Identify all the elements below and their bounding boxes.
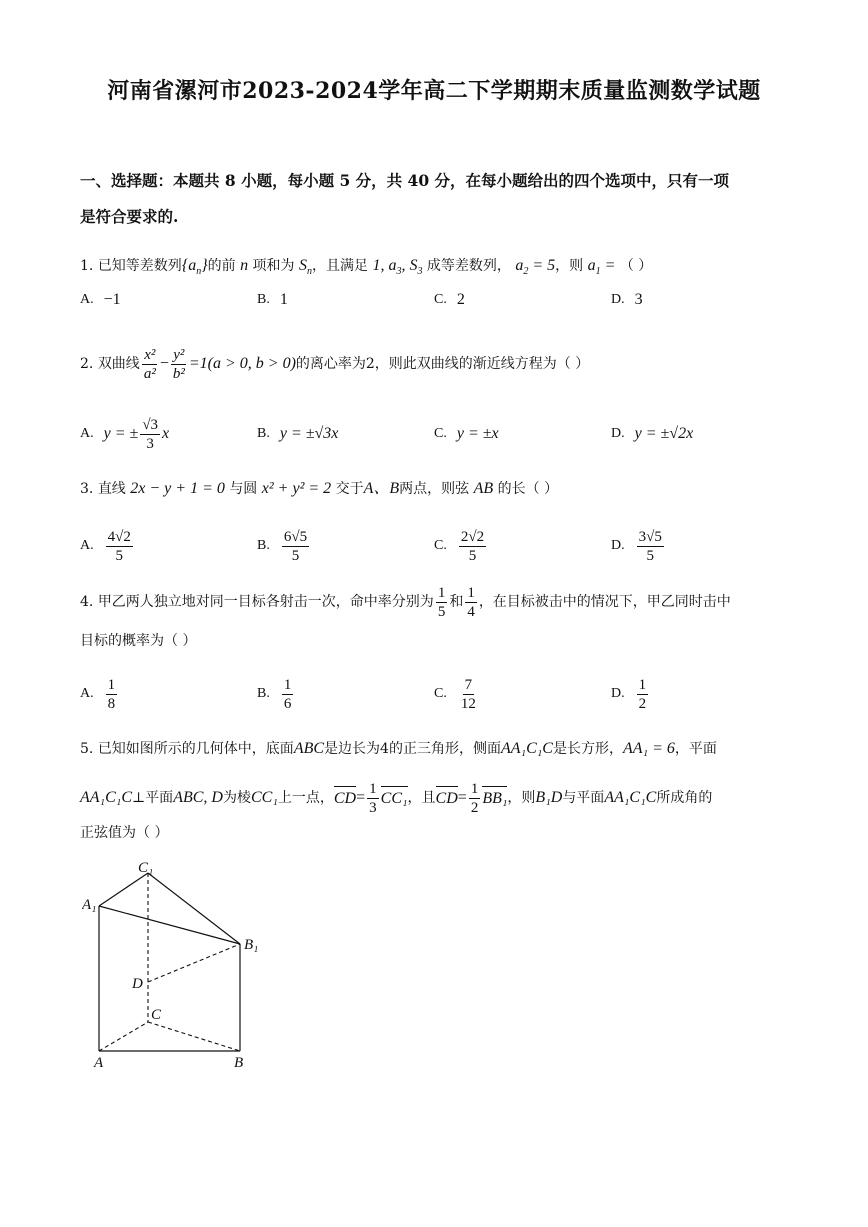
q5-text-2b: ⊥平面 xyxy=(132,790,174,806)
q2-option-a[interactable]: A. y = ± $\frac{√3}{3}$ x xyxy=(80,416,170,452)
q5-face-3: AA₁C₁C xyxy=(604,789,657,806)
q1-n: n xyxy=(240,257,249,274)
q3-ab: AB xyxy=(473,480,494,497)
q5-frac-2: $\frac{1}{2}$ xyxy=(470,780,479,816)
q5-b1d: B₁D xyxy=(535,789,563,806)
q4-options xyxy=(80,672,800,716)
question-4 xyxy=(80,580,800,624)
edge-a-c xyxy=(99,1022,148,1051)
label-a: A xyxy=(94,1055,104,1071)
q3-option-d[interactable]: D. $\frac{3√5}{5}$ xyxy=(611,528,662,564)
q3-option-b[interactable]: B. $\frac{6√5}{5}$ xyxy=(257,528,308,564)
q1-text-3: 项和为 xyxy=(252,258,295,274)
q2-options xyxy=(80,412,800,456)
q3-text-1: 直线 xyxy=(97,481,126,497)
question-4-line2: 目标的概率为（ ） xyxy=(80,633,197,649)
q1-ask: $a_1$ = xyxy=(587,257,616,278)
q2-option-b[interactable]: B. y = ±√3x xyxy=(257,425,339,442)
q2-minus: − xyxy=(159,355,169,372)
q2-text-2: 的离心率为2，则此双曲线的渐近线方程为（ ） xyxy=(295,356,590,372)
q5-vec-cc1: CC₁ xyxy=(381,786,408,810)
q1-seq: $\{a_n\}$ xyxy=(181,257,208,278)
q3-circle: x² + y² = 2 xyxy=(261,480,332,497)
q4-text-3: ，在目标被击中的情况下，甲乙同时击中 xyxy=(478,594,731,610)
q4-option-a[interactable]: A. $\frac{1}{8}$ xyxy=(80,676,116,712)
q1-text-4: ，且满足 xyxy=(311,258,368,274)
q3-option-a[interactable]: A. $\frac{4√2}{5}$ xyxy=(80,528,131,564)
q2-option-d[interactable]: D. y = ±√2x xyxy=(611,425,694,442)
section-heading xyxy=(80,163,800,235)
q2-frac-y: $\frac{\text{y²}}{\text{b²}}$ xyxy=(172,346,185,382)
q3-text-3: 交于 xyxy=(335,481,364,497)
q1-option-a[interactable]: A. −1 xyxy=(80,291,121,308)
q2-frac-x: $\frac{\text{x²}}{\text{a²}}$ xyxy=(143,346,156,382)
q3-text-5: 的长（ ） xyxy=(497,481,559,497)
edge-a1-c1 xyxy=(99,873,148,906)
q1-cond: $a_2 = 5$ xyxy=(515,257,556,278)
edge-c-b xyxy=(148,1022,240,1051)
q1-text-6: ，则 xyxy=(555,258,584,274)
question-5-line1 xyxy=(80,738,800,760)
q5-text-2i: 所成角的 xyxy=(656,790,713,806)
section-heading-line2: 是符合要求的. xyxy=(80,207,179,226)
q5-number: 5. xyxy=(80,741,94,757)
q5-aa1: AA₁ = 6 xyxy=(622,740,675,757)
q4-option-b[interactable]: B. $\frac{1}{6}$ xyxy=(257,676,292,712)
q5-text-2h: 与平面 xyxy=(562,790,605,806)
q5-face-2: AA₁C₁C xyxy=(80,789,133,806)
q5-vec-bb1: BB₁ xyxy=(482,786,507,810)
q5-text-2g: ，则 xyxy=(507,790,536,806)
question-5-line2 xyxy=(80,776,800,820)
q2-option-c[interactable]: C. y = ±x xyxy=(434,425,499,442)
q5-eq-2: = xyxy=(457,789,467,806)
q1-options xyxy=(80,280,800,320)
q4-option-d[interactable]: D. $\frac{1}{2}$ xyxy=(611,676,647,712)
q4-number: 4. xyxy=(80,594,94,610)
section-heading-line1: 一、选择题：本题共 8 小题，每小题 5 分，共 40 分，在每小题给出的四个选项中，只有一项 xyxy=(80,171,730,190)
q5-frac-1: $\frac{1}{3}$ xyxy=(369,780,377,816)
q2-text-1: 双曲线 xyxy=(97,356,140,372)
q4-frac-1: $\frac{1}{5}$ xyxy=(437,584,446,620)
q3-options xyxy=(80,524,800,568)
q5-text-1b: 是边长为4的正三角形，侧面 xyxy=(324,741,501,757)
q3-text-4: 两点，则弦 xyxy=(399,481,470,497)
q5-text-2e: 上一点， xyxy=(277,790,334,806)
q5-text-1d: ，平面 xyxy=(674,741,717,757)
q2-cond: =1(a > 0, b > 0) xyxy=(188,355,296,372)
q5-abc-d: ABC, D xyxy=(173,789,223,806)
q5-text-1a: 已知如图所示的几何体中，底面 xyxy=(97,741,294,757)
edge-c1-b1 xyxy=(148,873,240,944)
q1-text-2: 的前 xyxy=(207,258,236,274)
question-5-line3: 正弦值为（ ） xyxy=(80,825,169,841)
q5-eq-1: = xyxy=(356,789,366,806)
q4-frac-2: $\frac{1}{4}$ xyxy=(467,584,475,620)
q3-line: 2x − y + 1 = 0 xyxy=(130,480,225,497)
label-c1: C₁ xyxy=(138,860,154,876)
q5-vec-cd: CD xyxy=(334,786,356,810)
q1-option-b[interactable]: B. 1 xyxy=(257,291,288,308)
q1-paren: （ ） xyxy=(619,258,653,274)
label-c: C xyxy=(151,1007,162,1023)
label-d: D xyxy=(132,976,143,992)
q1-sn: $S_n$ xyxy=(298,257,312,278)
question-1 xyxy=(80,255,800,283)
prism-figure xyxy=(82,858,272,1073)
q5-text-2d: 为棱 xyxy=(222,790,251,806)
q5-cc1: CC₁ xyxy=(250,789,278,806)
q1-text-1: 已知等差数列 xyxy=(97,258,182,274)
q2-number: 2. xyxy=(80,356,94,372)
page-title: 河南省漯河市2023-2024学年高二下学期期末质量监测数学试题 xyxy=(107,78,761,104)
q1-option-c[interactable]: C. 2 xyxy=(434,291,465,308)
q4-text-1: 甲乙两人独立地对同一目标各射击一次，命中率分别为 xyxy=(97,594,434,610)
q1-set: 1, $a_3$, $S_3$ xyxy=(372,257,423,278)
q5-text-2f: ，且 xyxy=(407,790,436,806)
label-b: B xyxy=(234,1055,244,1071)
q1-option-d[interactable]: D. 3 xyxy=(611,291,643,308)
label-b1: B₁ xyxy=(244,937,259,953)
q5-text-1c: 是长方形， xyxy=(552,741,623,757)
segment-d-b1 xyxy=(148,944,240,982)
q3-points: A、B xyxy=(363,480,400,497)
q4-text-2: 和 xyxy=(449,594,464,610)
edge-a1-b1 xyxy=(99,906,240,944)
q5-face: AA₁C₁C xyxy=(500,740,553,757)
q3-text-2: 与圆 xyxy=(229,481,258,497)
q4-option-c[interactable]: C. $\frac{7}{12}$ xyxy=(434,676,476,712)
q1-number: 1. xyxy=(80,258,94,274)
q1-text-5: 成等差数列， xyxy=(426,258,511,274)
q5-abc: ABC xyxy=(293,740,325,757)
question-3 xyxy=(80,478,800,500)
q3-number: 3. xyxy=(80,481,94,497)
q5-vec-cd-2: CD xyxy=(436,786,458,810)
question-2 xyxy=(80,342,800,386)
q3-option-c[interactable]: C. $\frac{2√2}{5}$ xyxy=(434,528,485,564)
label-a1: A₁ xyxy=(82,897,97,913)
